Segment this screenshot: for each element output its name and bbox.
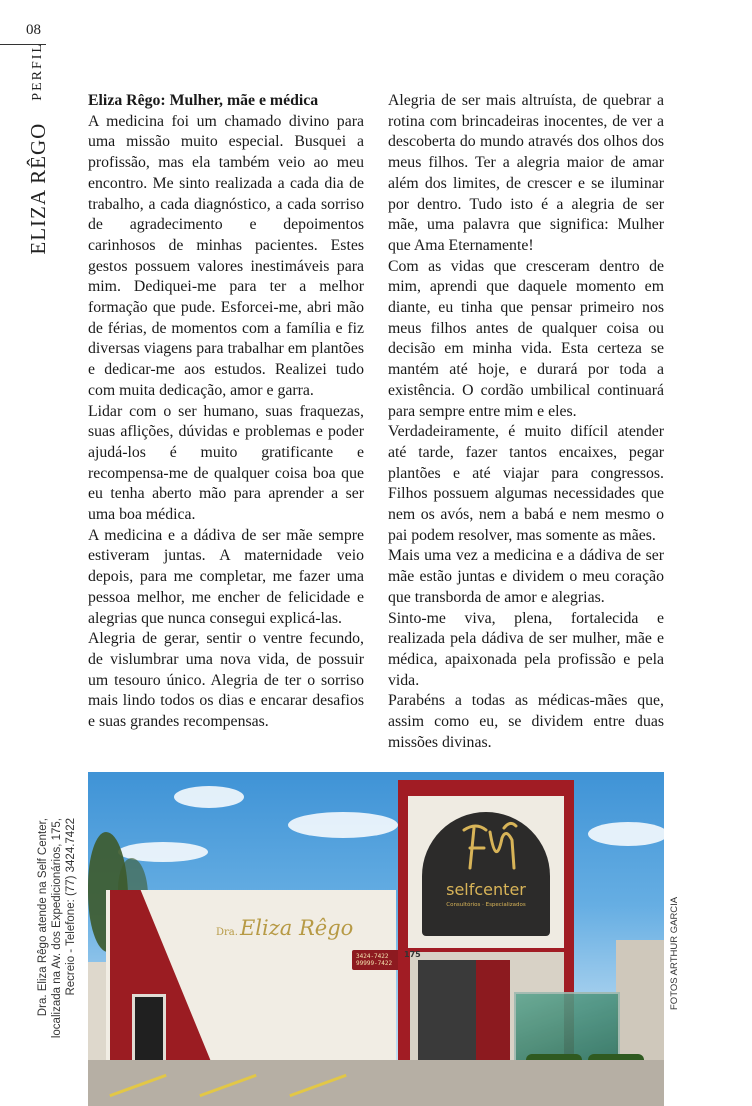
phone-number: 3424-7422 (356, 953, 389, 960)
side-door (132, 994, 166, 1070)
article-paragraph: Com as vidas que cresceram dentro de mim, aprendi que daquele momento em diante, eu tinha que pensar primeiro nos meus filhos antes de qualquer coisa ou decisão em minha vida. Esta certeza se mantém até hoje, e durará por toda a existência. O cordão umbilical continuará para sempre entre mim e eles. (388, 257, 664, 420)
section-label: PERFIL (30, 42, 45, 101)
red-door-panel (476, 960, 510, 1064)
doctor-sign-name: Eliza Rêgo (239, 916, 354, 940)
article-paragraph: Mais uma vez a medicina e a dádiva de ser mãe estão juntas e dividem o meu coração que transborda de amor e alegrias. (388, 547, 664, 606)
cloud (588, 822, 664, 846)
phone-number: 99999-7422 (356, 960, 393, 967)
doctor-sign-prefix: Dra. (216, 927, 238, 938)
section-header (20, 42, 56, 282)
building-photo (88, 772, 664, 1106)
self-center-logo-icon (456, 818, 528, 874)
cloud (288, 812, 398, 838)
article-body (88, 91, 664, 756)
caption-line: Dra. Eliza Rêgo atende na Self Center, (37, 818, 49, 1017)
brand-name: selfcenter (446, 880, 526, 899)
parking-lot (88, 1060, 664, 1106)
article-paragraph: Sinto-me viva, plena, fortalecida e realizada pela dádiva de ser mulher, mãe e médica, apaixonada pela profissão e pela vida. (388, 609, 664, 689)
neighbor-wall (616, 940, 664, 1064)
article-title: Eliza Rêgo: Mulher, mãe e médica (88, 92, 319, 109)
caption-line: Recreio - Telefone: (77) 3424.7422 (65, 818, 77, 996)
article-paragraph: A medicina e a dádiva de ser mãe sempre estiveram juntas. A maternidade veio depois, para me completar, me fazer uma pessoa melhor, me encher de felicidade e alegrias que nunca consegui explicá-las. (88, 526, 364, 627)
article-paragraph: Lidar com o ser humano, suas fraquezas, suas aflições, dúvidas e problemas e poder ajudá-los é muito gratificante e recompensa-me de qualquer coisa boa que eu tenha aberto mão para aprender a ser uma boa médica. (88, 402, 364, 524)
photo-credit (664, 772, 686, 1106)
article-paragraph: Alegria de gerar, sentir o ventre fecundo, de vislumbrar uma nova vida, de possuir um tesouro único. Alegria de ter o sorriso mais lindo todos os dias e encarar desafios e suas grandes recompensas. (88, 630, 364, 731)
article-paragraph: Parabéns a todas as médicas-mães que, assim como eu, se dividem entre duas missões divinas. (388, 692, 664, 751)
doctor-sign (216, 916, 353, 940)
article-paragraph: A medicina foi um chamado divino para uma missão muito especial. Busquei a profissão, mas ela também veio ao meu encontro. Me sinto realizada a cada dia de trabalho, a cada diagnóstico, a cada sorriso de agradecimento e depoimentos carinhosos de minhas pacientes. Estes gestos possuem valores inestimáveis para mim. Dediquei-me para ter a melhor formação que pude. Esforcei-me, abri mão de férias, de momentos com a família e fiz diversas viagens para trabalhar em plantões e dedicar-me aos estudos. Realizei tudo com muita dedicação, amor e garra. (88, 112, 364, 399)
article-paragraph: Alegria de ser mais altruísta, de quebrar a rotina com brincadeiras inocentes, de ver a descoberta do mundo através dos olhos dos meus filhos. Ter a alegria maior de amar além dos limites, de crescer e se iluminar por dentro. Tudo isto é a alegria de ser mãe, uma palavra que significa: Mulher que Ama Eternamente! (388, 92, 664, 254)
photo-caption (36, 772, 86, 1106)
profile-name: ELIZA RÊGO (25, 122, 50, 255)
street-number: 175 (404, 950, 421, 959)
cloud (174, 786, 244, 808)
brand-subtitle: Consultórios · Especializados (446, 902, 526, 908)
caption-line: localizada na Av. dos Expedicionários, 175, (51, 818, 63, 1039)
photo-credit-text: FOTOS ARTHUR GARCIA (669, 896, 680, 1010)
entrance-doorway (418, 960, 478, 1064)
article-paragraph: Verdadeiramente, é muito difícil atender até tarde, fazer tantos encaixes, pegar plantões e até viajar para congressos. Filhos possuem algumas necessidades que nem os avós, nem a babá e nem mesmo o pai podem resolver, mas somente as mães. (388, 423, 664, 544)
page-number: 08 (26, 22, 41, 38)
